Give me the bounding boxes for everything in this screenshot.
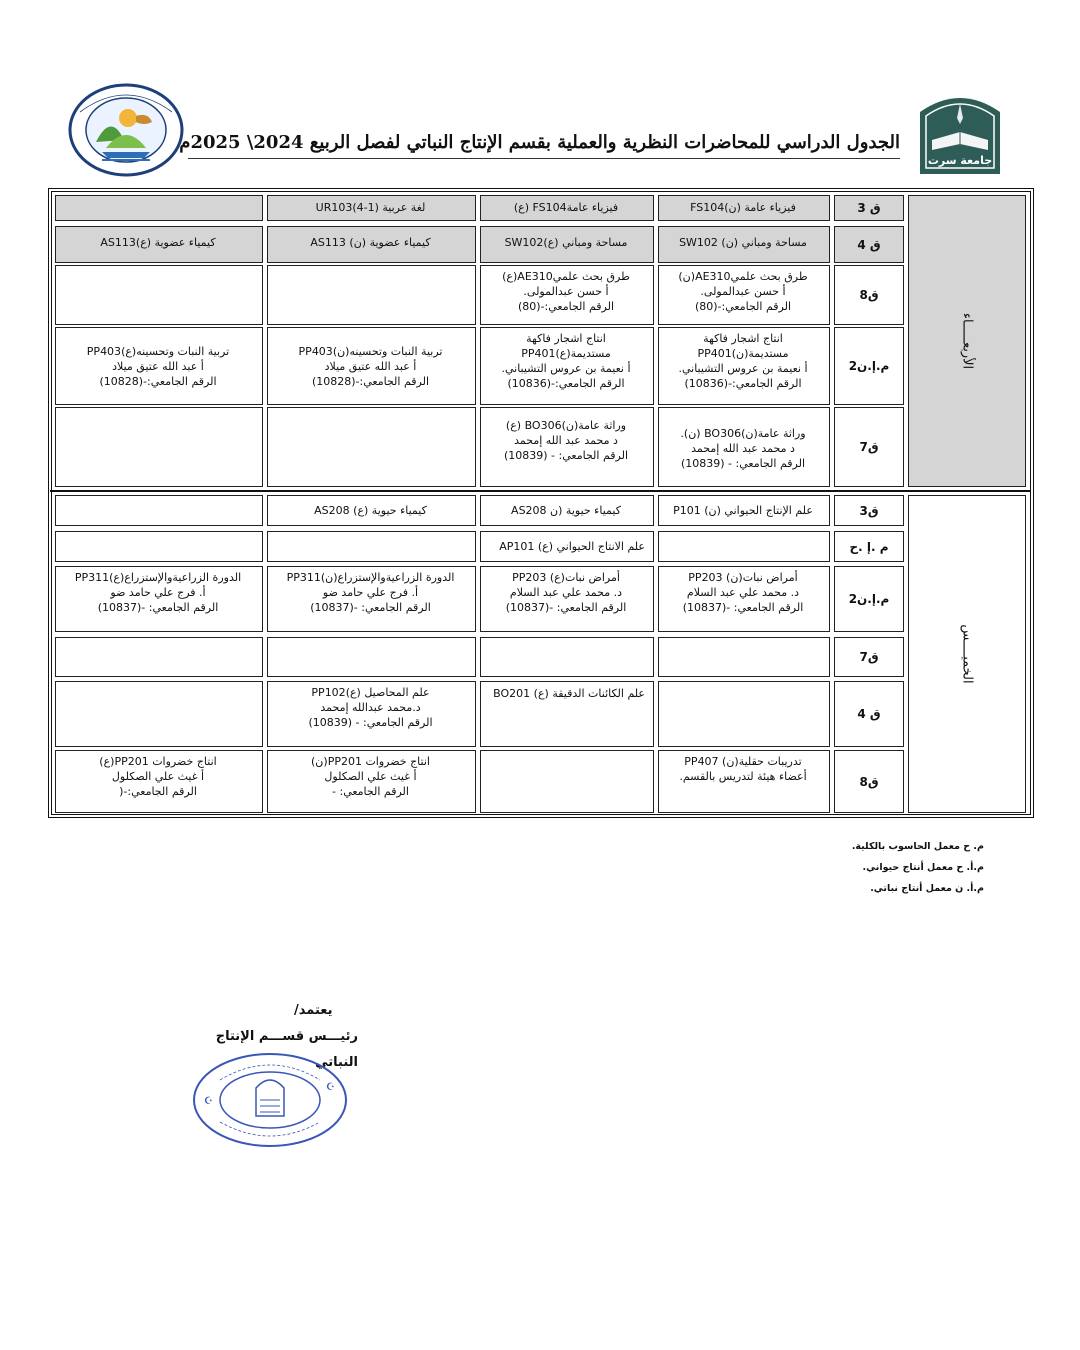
course-cell: كيمياء عضوية (ع)AS113	[55, 226, 263, 263]
course-cell	[55, 327, 263, 405]
slot-label: ق8	[834, 750, 904, 813]
course-name: علم الكائنات الدقيقة (ع) BO201	[493, 687, 645, 700]
day-label-thursday: الخميــــس	[959, 624, 975, 684]
staff-id: الرقم الجامعي: -(10837)	[682, 601, 804, 614]
staff-id: الرقم الجامعي:-(10836)	[684, 377, 802, 390]
course-name: الدورة الزراعيةوالإستزراع(ع)PP311	[74, 571, 242, 584]
staff-id: الرقم الجامعي:-(10836)	[507, 377, 625, 390]
legend-item: م. ح معمل الحاسوب بالكلية.	[851, 841, 984, 852]
instructor: أ نعيمة بن عروس التشيباني.	[501, 362, 631, 375]
course-cell	[658, 265, 830, 325]
course-cell	[480, 265, 654, 325]
course-cell	[658, 407, 830, 487]
slot-label: م.إ.ن2	[834, 566, 904, 632]
instructor: أعضاء هيئة لتدريس بالقسم.	[679, 770, 807, 783]
course-name: أمراض نبات(ع) PP203	[512, 571, 620, 584]
slot-label: ق3	[834, 495, 904, 526]
legend-item: م.أ. ن معمل أنتاج نباتي.	[870, 883, 984, 894]
empty-cell	[55, 265, 263, 325]
course-cell	[267, 750, 476, 813]
course-code: مستديمة(ع)PP401	[521, 347, 611, 360]
course-cell	[480, 681, 654, 747]
sirte-university-logo	[910, 82, 1010, 178]
svg-text:☪: ☪	[326, 1082, 335, 1093]
course-name: الدورة الزراعيةوالإستزراع(ن)PP311	[286, 571, 455, 584]
course-cell: مساحة ومباني (ن) SW102	[658, 226, 830, 263]
course-cell	[55, 566, 263, 632]
page-title: الجدول الدراسي للمحاضرات النظرية والعملية بقسم الإنتاج النباتي لفصل الربيع 2024\ 2025م	[179, 132, 900, 153]
course-name: طرق بحث علميAE310(ن)	[678, 270, 808, 283]
course-cell	[267, 566, 476, 632]
instructor: د محمد عبد الله إمحمد	[514, 434, 618, 447]
empty-cell	[267, 637, 476, 677]
instructor: د. محمد علي عبد السلام	[509, 586, 623, 599]
day-wednesday	[908, 195, 1026, 487]
course-cell	[658, 327, 830, 405]
slot-label: م .إ .ح	[834, 531, 904, 562]
staff-id: الرقم الجامعي:-(80)	[517, 300, 615, 313]
course-name: انتاج خضروات PP201(ع)	[99, 755, 217, 768]
slot-label: ق7	[834, 637, 904, 677]
course-cell	[267, 531, 476, 562]
slot-label: ق 4	[834, 681, 904, 747]
legend-item: م.أ. ح معمل أنتاج حيواني.	[862, 862, 984, 873]
course-cell	[480, 566, 654, 632]
course-cell	[267, 327, 476, 405]
slot-label: ق 3	[834, 195, 904, 221]
instructor: أ عبد الله عتيق ميلاد	[112, 360, 204, 373]
course-cell	[658, 566, 830, 632]
slot-label: ق8	[834, 265, 904, 325]
course-name: انتاج خضروات PP201(ن)	[311, 755, 430, 768]
empty-cell	[658, 681, 830, 747]
day-thursday	[908, 495, 1026, 813]
staff-id: الرقم الجامعي:-(10828)	[311, 375, 430, 388]
staff-id: الرقم الجامعي: - (10839)	[503, 449, 629, 462]
staff-id: الرقم الجامعي: -(10837)	[97, 601, 219, 614]
legend	[852, 836, 984, 899]
day-label-wednesday: الأربعـــــاء	[959, 312, 975, 370]
staff-id: الرقم الجامعي: - (10839)	[680, 457, 806, 470]
course-code: مستديمة(ن)PP401	[697, 347, 789, 360]
course-cell: فيزياء عامة (ن)FS104	[658, 195, 830, 221]
course-cell	[658, 531, 830, 562]
slot-label: ق7	[834, 407, 904, 487]
course-name: انتاج اشجار فاكهة	[526, 332, 606, 345]
day-separator	[50, 490, 1030, 492]
faculty-agriculture-logo	[66, 82, 186, 178]
instructor: أ نعيمة بن عروس التشيباني.	[678, 362, 808, 375]
course-name: علم المحاصيل (ع)PP102	[311, 686, 430, 699]
empty-cell	[480, 637, 654, 677]
course-cell: علم الانتاج الحيواني (ع) AP101	[480, 531, 654, 562]
empty-cell	[267, 407, 476, 487]
instructor: أ عبد الله عتيق ميلاد	[324, 360, 417, 373]
slot-label: ق 4	[834, 226, 904, 263]
course-cell	[55, 750, 263, 813]
staff-id: الرقم الجامعي: -	[332, 785, 409, 798]
instructor: أ غيث علي الصكلول	[324, 770, 417, 783]
instructor: د.محمد عبدالله إمحمد	[320, 701, 421, 714]
svg-text:☪: ☪	[204, 1096, 213, 1107]
course-cell: كيمياء حيوية (ن AS208	[480, 495, 654, 526]
approval-label: يعتمد/	[294, 1003, 333, 1018]
course-cell: فيزياء عامةFS104 (ع)	[480, 195, 654, 221]
title-underline	[188, 158, 900, 159]
empty-cell	[55, 637, 263, 677]
department-stamp	[190, 1050, 350, 1150]
instructor: أ غيث علي الصكلول	[111, 770, 205, 783]
course-name: وراثة عامة(ن)BO306 (ع)	[505, 419, 627, 432]
approver-title: رئيـــس قســـم الإنتاج النباتي	[215, 1029, 358, 1070]
course-name: وراثة عامة(ن)BO306 (ن).	[680, 427, 806, 440]
empty-cell	[55, 681, 263, 747]
course-cell	[55, 195, 263, 221]
course-cell	[480, 407, 654, 487]
empty-cell	[267, 265, 476, 325]
instructor: أ. فرج علي حامد ضو	[322, 586, 419, 599]
course-name: تربية النبات وتحسينه(ع)PP403	[86, 345, 230, 358]
logo-right-text: جامعة سرت	[927, 154, 993, 167]
slot-label: م.إ.ن2	[834, 327, 904, 405]
staff-id: الرقم الجامعي:-(	[119, 785, 197, 798]
course-cell	[55, 531, 263, 562]
empty-cell	[55, 407, 263, 487]
staff-id: الرقم الجامعي: - (10839)	[308, 716, 433, 729]
course-cell	[480, 327, 654, 405]
empty-cell	[658, 637, 830, 677]
staff-id: الرقم الجامعي: -(10837)	[505, 601, 627, 614]
instructor: أ حسن عبدالمولى.	[700, 285, 786, 298]
staff-id: الرقم الجامعي:-(80)	[694, 300, 792, 313]
course-name: طرق بحث علميAE310(ع)	[502, 270, 630, 283]
instructor: أ حسن عبدالمولى.	[523, 285, 609, 298]
empty-cell	[480, 750, 654, 813]
instructor: أ. فرج علي حامد ضو	[110, 586, 206, 599]
staff-id: الرقم الجامعي: -(10837)	[310, 601, 431, 614]
staff-id: الرقم الجامعي:-(10828)	[99, 375, 217, 388]
course-name: انتاج اشجار فاكهة	[703, 332, 783, 345]
course-name: تدريبات حقلية(ن) PP407	[684, 755, 802, 768]
course-cell: كيمياء عضوية (ن) AS113	[267, 226, 476, 263]
course-name: أمراض نبات(ن) PP203	[688, 571, 798, 584]
course-name: تربية النبات وتحسينه(ن)PP403	[298, 345, 443, 358]
course-cell	[658, 750, 830, 813]
course-cell: كيمياء حيوية (ع) AS208	[267, 495, 476, 526]
course-cell	[55, 495, 263, 526]
course-cell: علم الإنتاج الحيواني (ن) P101	[658, 495, 830, 526]
course-cell: لغة عربية UR103(4-1)	[267, 195, 476, 221]
instructor: د محمد عبد الله إمحمد	[691, 442, 795, 455]
instructor: د. محمد علي عبد السلام	[686, 586, 800, 599]
course-cell	[267, 681, 476, 747]
course-cell: مساحة ومباني (ع)SW102	[480, 226, 654, 263]
